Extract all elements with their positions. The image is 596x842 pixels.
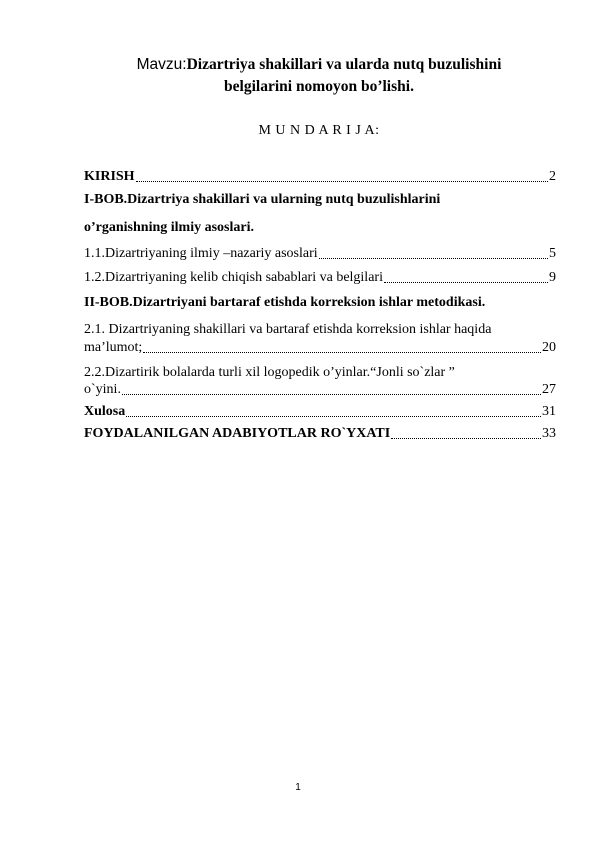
toc-page-number: 27 <box>542 382 556 397</box>
dot-leader <box>384 272 548 283</box>
toc-page-number: 20 <box>542 340 556 355</box>
toc-entry-2-1-line1[interactable]: 2.1. Dizartriyaning shakillari va bartaraf etishda korreksion ishlar haqida <box>84 322 492 337</box>
toc-entry-adabiyotlar[interactable] <box>84 425 556 442</box>
toc-entry-text: KIRISH <box>84 169 135 184</box>
toc-page-number: 33 <box>542 426 556 441</box>
toc-entry-2-1[interactable] <box>84 339 556 356</box>
toc-chapter1-line2[interactable]: o’rganishning ilmiy asoslari. <box>84 220 254 235</box>
dot-leader <box>126 406 541 417</box>
toc-entry-text: o`yini. <box>84 382 121 397</box>
dot-leader <box>391 428 541 439</box>
toc-entry-text: ma’lumot; <box>84 340 143 355</box>
toc-page-number: 5 <box>549 246 556 261</box>
toc-entry-text: 1.1.Dizartriyaning ilmiy –nazariy asoslari <box>84 246 318 261</box>
title-text-line1: Dizartriya shakillari va ularda nutq buzulishini <box>186 56 502 73</box>
dot-leader <box>122 384 541 395</box>
toc-entry-text: Xulosa <box>84 404 126 419</box>
title-text-line2: belgilarini nomoyon bo’lishi. <box>224 78 414 95</box>
toc-entry-kirish[interactable] <box>84 168 556 185</box>
toc-chapter1-line1[interactable]: I-BOB.Dizartriya shakillari va ularning nutq buzulishlarini <box>84 192 441 207</box>
toc-entry-2-2[interactable] <box>84 381 556 398</box>
dot-leader <box>319 248 548 259</box>
toc-entry-text: FOYDALANILGAN ADABIYOTLAR RO`YXATI <box>84 426 391 441</box>
dot-leader <box>136 171 548 182</box>
page-number: 1 <box>295 782 301 793</box>
toc-chapter2[interactable]: II-BOB.Dizartriyani bartaraf etishda korreksion ishlar metodikasi. <box>84 295 486 310</box>
toc-entry-2-2-line1[interactable]: 2.2.Dizartirik bolalarda turli xil logopedik o’yinlar.“Jonli so`zlar ” <box>84 365 455 380</box>
toc-entry-xulosa[interactable] <box>84 403 556 420</box>
toc-page-number: 31 <box>542 404 556 419</box>
title-label: Mavzu: <box>136 56 187 73</box>
dot-leader <box>143 342 541 353</box>
toc-entry-1-1[interactable] <box>84 245 556 262</box>
toc-page-number: 9 <box>549 270 556 285</box>
document-title <box>84 54 554 98</box>
toc-entry-text: 1.2.Dizartriyaning kelib chiqish sabablari va belgilari <box>84 270 383 285</box>
toc-page-number: 2 <box>549 169 556 184</box>
toc-entry-1-2[interactable] <box>84 269 556 286</box>
contents-heading: M U N D A R I J A: <box>258 123 380 138</box>
